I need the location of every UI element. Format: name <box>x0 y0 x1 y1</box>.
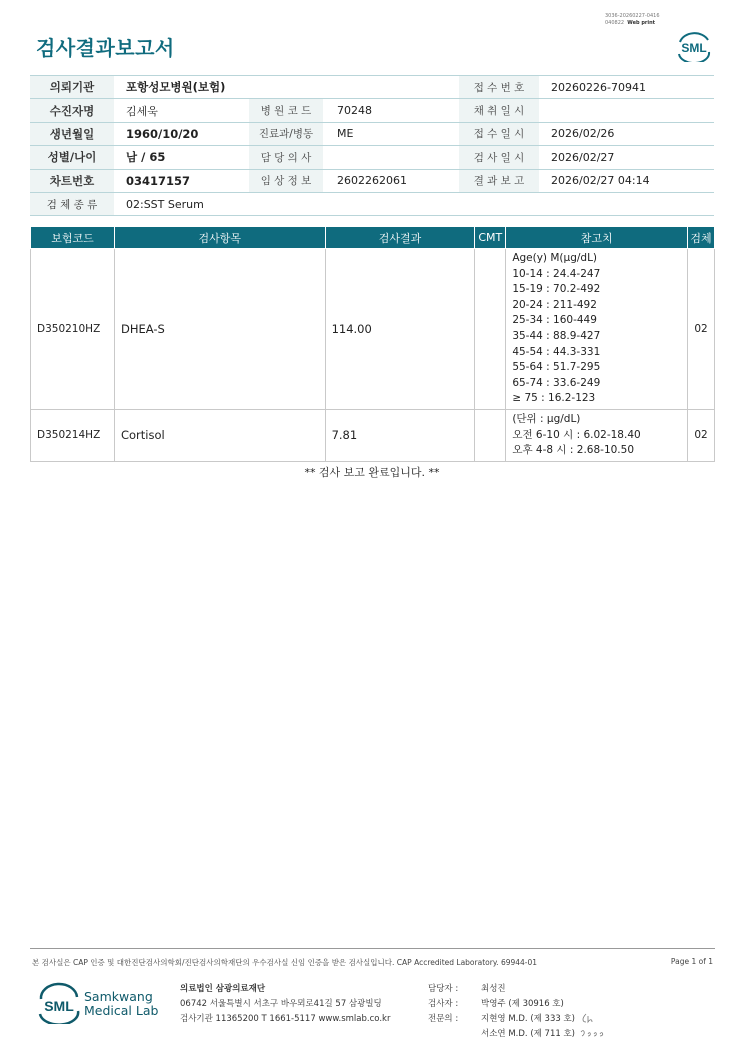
reference-range <box>506 249 688 410</box>
sex-age-value: 남 / 65 <box>114 146 249 169</box>
patient-info-table <box>30 75 714 216</box>
patient-value: 김세욱 <box>114 99 249 122</box>
test-date-label: 검 사 일 시 <box>459 146 539 169</box>
doctor-value <box>323 146 459 169</box>
brand-line2: Medical Lab <box>84 1003 159 1018</box>
reference-line: 오전 6-10 시 : 6.02-18.40 <box>512 428 641 441</box>
staff-info <box>428 982 575 1042</box>
info-row <box>30 122 714 145</box>
staff-role: 전문의 : <box>428 1014 459 1024</box>
clinical-label: 임 상 정 보 <box>249 169 323 192</box>
insurance-code: D350210HZ <box>31 249 115 410</box>
test-result: 114.00 <box>325 249 475 410</box>
doctor-label: 담 당 의 사 <box>249 146 323 169</box>
footer-divider <box>30 948 715 949</box>
sml-logo-icon <box>675 28 713 62</box>
reference-line: 10-14 : 24.4-247 <box>512 267 601 280</box>
dept-label: 진료과/병동 <box>249 122 323 145</box>
report-complete-text: ** 검사 보고 완료입니다. ** <box>304 466 440 479</box>
clinical-value: 2602262061 <box>323 169 459 192</box>
reference-line: (단위 : μg/dL) <box>512 413 581 425</box>
org-contact: 검사기관 11365200 T 1661-5117 www.smlab.co.kr <box>180 1014 391 1024</box>
staff-name: 지현영 M.D. (제 333 호) <box>481 1014 576 1024</box>
hospital-code-value: 70248 <box>323 99 459 122</box>
reference-range <box>506 410 688 462</box>
reference-line: 20-24 : 211-492 <box>512 298 597 311</box>
chart-value: 03417157 <box>114 169 249 192</box>
hospital-code-label: 병 원 코 드 <box>249 99 323 122</box>
receipt-no-label: 접 수 번 호 <box>459 76 539 99</box>
results-header-row <box>31 227 715 249</box>
brand-line1: Samkwang <box>84 989 153 1004</box>
requester-label: 의뢰기관 <box>30 76 114 99</box>
report-date-value: 2026/02/27 04:14 <box>539 169 714 192</box>
info-row <box>30 192 714 215</box>
requester-value: 포항성모병원(보험) <box>114 76 459 99</box>
staff-role: 담당자 : <box>428 984 459 994</box>
staff-name: 최성진 <box>481 984 506 994</box>
signature-icon <box>578 1010 608 1040</box>
reference-line: 25-34 : 160-449 <box>512 314 597 327</box>
results-table <box>30 226 715 462</box>
sml-footer-logo-icon <box>36 982 82 1024</box>
reference-line: 15-19 : 70.2-492 <box>512 283 601 296</box>
col-header-reference: 참고치 <box>506 227 688 249</box>
org-address: 06742 서울특별시 서초구 바우뫼로41길 57 삼광빌딩 <box>180 999 382 1009</box>
chart-label: 차트번호 <box>30 169 114 192</box>
col-header-cmt: CMT <box>475 227 506 249</box>
document-id-line1: 3036-20260227-0416 <box>605 13 660 19</box>
accreditation-note: 본 검사실은 CAP 인증 및 대한진단검사의학회/진단검사의학재단의 우수검사실 신임 인증을 받은 검사실입니다. CAP Accredited Laboratory. 69944-01 <box>32 958 538 967</box>
page-title: 검사결과보고서 <box>36 36 175 60</box>
sml-footer-logo-text: SML <box>44 998 74 1014</box>
comment <box>475 249 506 410</box>
dept-value: ME <box>323 122 459 145</box>
staff-role: 검사자 : <box>428 999 459 1009</box>
col-header-item: 검사항목 <box>114 227 325 249</box>
specimen-code: 02 <box>688 249 715 410</box>
staff-name: 박영주 (제 30916 호) <box>481 999 564 1009</box>
reference-line: ≥ 75 : 16.2-123 <box>512 392 596 405</box>
sex-age-label: 성별/나이 <box>30 146 114 169</box>
reference-line: 45-54 : 44.3-331 <box>512 345 601 358</box>
test-item: Cortisol <box>114 410 325 462</box>
reference-line: 55-64 : 51.7-295 <box>512 361 601 374</box>
test-item: DHEA-S <box>114 249 325 410</box>
document-id <box>605 13 660 27</box>
table-row <box>31 249 715 410</box>
patient-label: 수진자명 <box>30 99 114 122</box>
test-result: 7.81 <box>325 410 475 462</box>
web-print-label: Web print <box>627 20 656 26</box>
info-row <box>30 76 714 99</box>
sml-logo-text: SML <box>681 41 707 55</box>
collect-date-label: 채 취 일 시 <box>459 99 539 122</box>
report-date-label: 결 과 보 고 <box>459 169 539 192</box>
specimen-code: 02 <box>688 410 715 462</box>
reference-line: 65-74 : 33.6-249 <box>512 376 601 389</box>
collect-date-value <box>539 99 714 122</box>
reference-line: Age(y) M(μg/dL) <box>512 252 598 265</box>
info-row <box>30 169 714 192</box>
receipt-date-label: 접 수 일 시 <box>459 122 539 145</box>
staff-name: 서소연 M.D. (제 711 호) <box>481 1029 576 1039</box>
org-name: 의료법인 삼광의료재단 <box>180 984 266 994</box>
comment <box>475 410 506 462</box>
organization-info <box>180 982 390 1027</box>
col-header-code: 보험코드 <box>31 227 115 249</box>
info-row <box>30 146 714 169</box>
table-row <box>31 410 715 462</box>
document-id-line2: 040822 <box>605 20 625 26</box>
page-number: Page 1 of 1 <box>670 957 713 966</box>
birth-value: 1960/10/20 <box>114 122 249 145</box>
col-header-specimen: 검체 <box>688 227 715 249</box>
specimen-value: 02:SST Serum <box>114 192 714 215</box>
reference-line: 오후 4-8 시 : 2.68-10.50 <box>512 444 635 457</box>
birth-label: 생년월일 <box>30 122 114 145</box>
specimen-label: 검 체 종 류 <box>30 192 114 215</box>
receipt-no-value: 20260226-70941 <box>539 76 714 99</box>
brand-name <box>84 990 158 1018</box>
col-header-result: 검사결과 <box>325 227 475 249</box>
reference-line: 35-44 : 88.9-427 <box>512 330 601 342</box>
insurance-code: D350214HZ <box>31 410 115 462</box>
receipt-date-value: 2026/02/26 <box>539 122 714 145</box>
info-row <box>30 99 714 122</box>
test-date-value: 2026/02/27 <box>539 146 714 169</box>
